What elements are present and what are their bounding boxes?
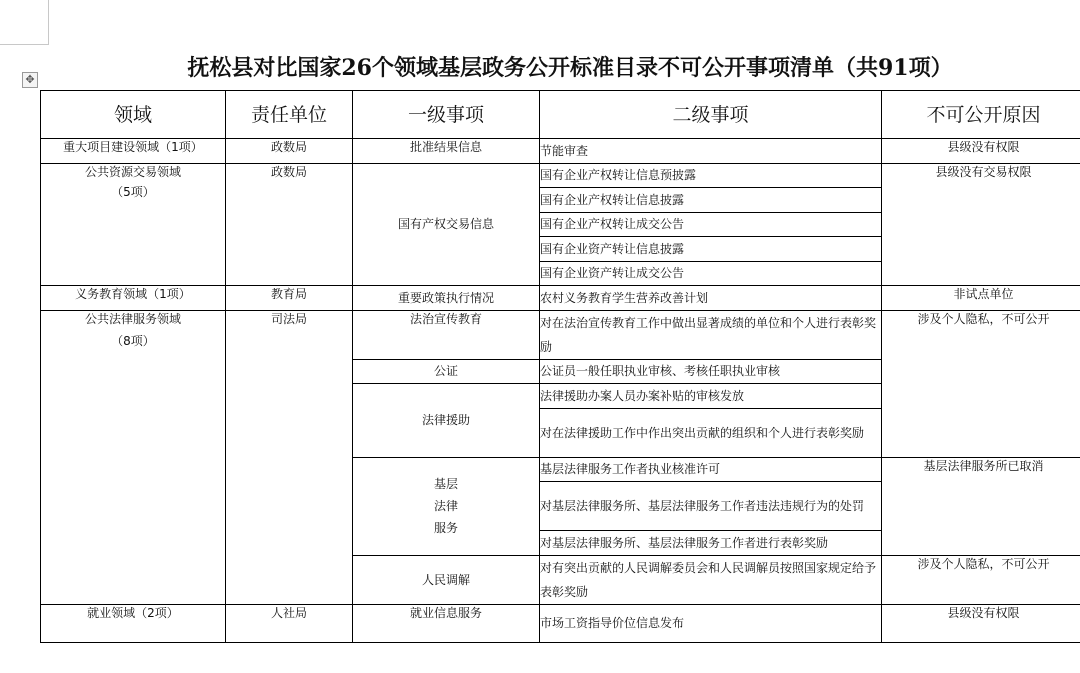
- reason-cell: 县级没有权限: [882, 604, 1080, 642]
- domain-name: 公共法律服务领域: [84, 311, 181, 326]
- table-move-handle-icon[interactable]: ✥: [22, 72, 38, 88]
- level2-cell: 节能审查: [540, 139, 882, 164]
- unit-cell: 教育局: [226, 286, 353, 311]
- level1-cell: 法律援助: [353, 384, 540, 458]
- unit-cell: 人社局: [226, 604, 353, 642]
- table-header-row: [41, 91, 1080, 139]
- level2-cell: 基层法律服务工作者执业核准许可: [540, 457, 882, 482]
- table-row: [41, 163, 1080, 188]
- level2-cell: 国有企业产权转让成交公告: [540, 212, 882, 237]
- reason-cell: 基层法律服务所已取消: [882, 457, 1080, 555]
- reason-cell: 县级没有权限: [882, 139, 1080, 164]
- reason-cell: 涉及个人隐私，不可公开: [882, 310, 1080, 457]
- level2-cell: 对基层法律服务所、基层法律服务工作者进行表彰奖励: [540, 531, 882, 556]
- unit-cell: 政数局: [226, 163, 353, 286]
- level1-line: 服务: [433, 521, 458, 535]
- header-unit: 责任单位: [226, 91, 353, 139]
- level2-cell: 对有突出贡献的人民调解委员会和人民调解员按照国家规定给予表彰奖励: [540, 555, 882, 604]
- level1-line: 基层: [433, 477, 458, 491]
- level2-cell: 农村义务教育学生营养改善计划: [540, 286, 882, 311]
- table-row: [41, 139, 1080, 164]
- header-level1: 一级事项: [353, 91, 540, 139]
- domain-count: （8项）: [111, 333, 155, 348]
- level1-cell: 批准结果信息: [353, 139, 540, 164]
- domain-name: 公共资源交易领域: [84, 164, 181, 179]
- level1-cell: 重要政策执行情况: [353, 286, 540, 311]
- domain-cell: [41, 163, 226, 286]
- table-row: [41, 604, 1080, 642]
- reason-cell: 非试点单位: [882, 286, 1080, 311]
- table-row: [41, 310, 1080, 359]
- table-row: [41, 286, 1080, 311]
- header-domain: 领域: [41, 91, 226, 139]
- header-reason: 不可公开原因: [882, 91, 1080, 139]
- unit-cell: 司法局: [226, 310, 353, 604]
- reason-cell: 涉及个人隐私，不可公开: [882, 555, 1080, 604]
- level1-cell: 国有产权交易信息: [353, 163, 540, 286]
- level1-cell: 公证: [353, 359, 540, 384]
- domain-cell: [41, 310, 226, 604]
- unit-cell: 政数局: [226, 139, 353, 164]
- level1-cell: 就业信息服务: [353, 604, 540, 642]
- level2-cell: 对在法治宣传教育工作中做出显著成绩的单位和个人进行表彰奖励: [540, 310, 882, 359]
- domain-count: （5项）: [111, 184, 155, 199]
- level1-cell: [353, 457, 540, 555]
- level2-cell: 国有企业资产转让信息披露: [540, 237, 882, 262]
- domain-cell: 就业领域（2项）: [41, 604, 226, 642]
- level1-line: 法律: [433, 499, 458, 513]
- level2-cell: 国有企业产权转让信息预披露: [540, 163, 882, 188]
- domain-cell: 义务教育领域（1项）: [41, 286, 226, 311]
- level2-cell: 国有企业资产转让成交公告: [540, 261, 882, 286]
- level2-cell: 国有企业产权转让信息披露: [540, 188, 882, 213]
- reason-cell: 县级没有交易权限: [882, 163, 1080, 286]
- level2-cell: 对在法律援助工作中作出突出贡献的组织和个人进行表彰奖励: [540, 408, 882, 457]
- page-corner-mark: [0, 0, 49, 45]
- document-title: 抚松县对比国家26个领域基层政务公开标准目录不可公开事项清单（共91项）: [187, 55, 953, 81]
- level1-cell: 法治宣传教育: [353, 310, 540, 359]
- level2-cell: 对基层法律服务所、基层法律服务工作者违法违规行为的处罚: [540, 482, 882, 531]
- level2-cell: 市场工资指导价位信息发布: [540, 604, 882, 642]
- level2-cell: 公证员一般任职执业审核、考核任职执业审核: [540, 359, 882, 384]
- domain-cell: 重大项目建设领域（1项）: [41, 139, 226, 164]
- level1-cell: 人民调解: [353, 555, 540, 604]
- level2-cell: 法律援助办案人员办案补贴的审核发放: [540, 384, 882, 409]
- header-level2: 二级事项: [540, 91, 882, 139]
- non-disclosure-table: [40, 90, 1080, 643]
